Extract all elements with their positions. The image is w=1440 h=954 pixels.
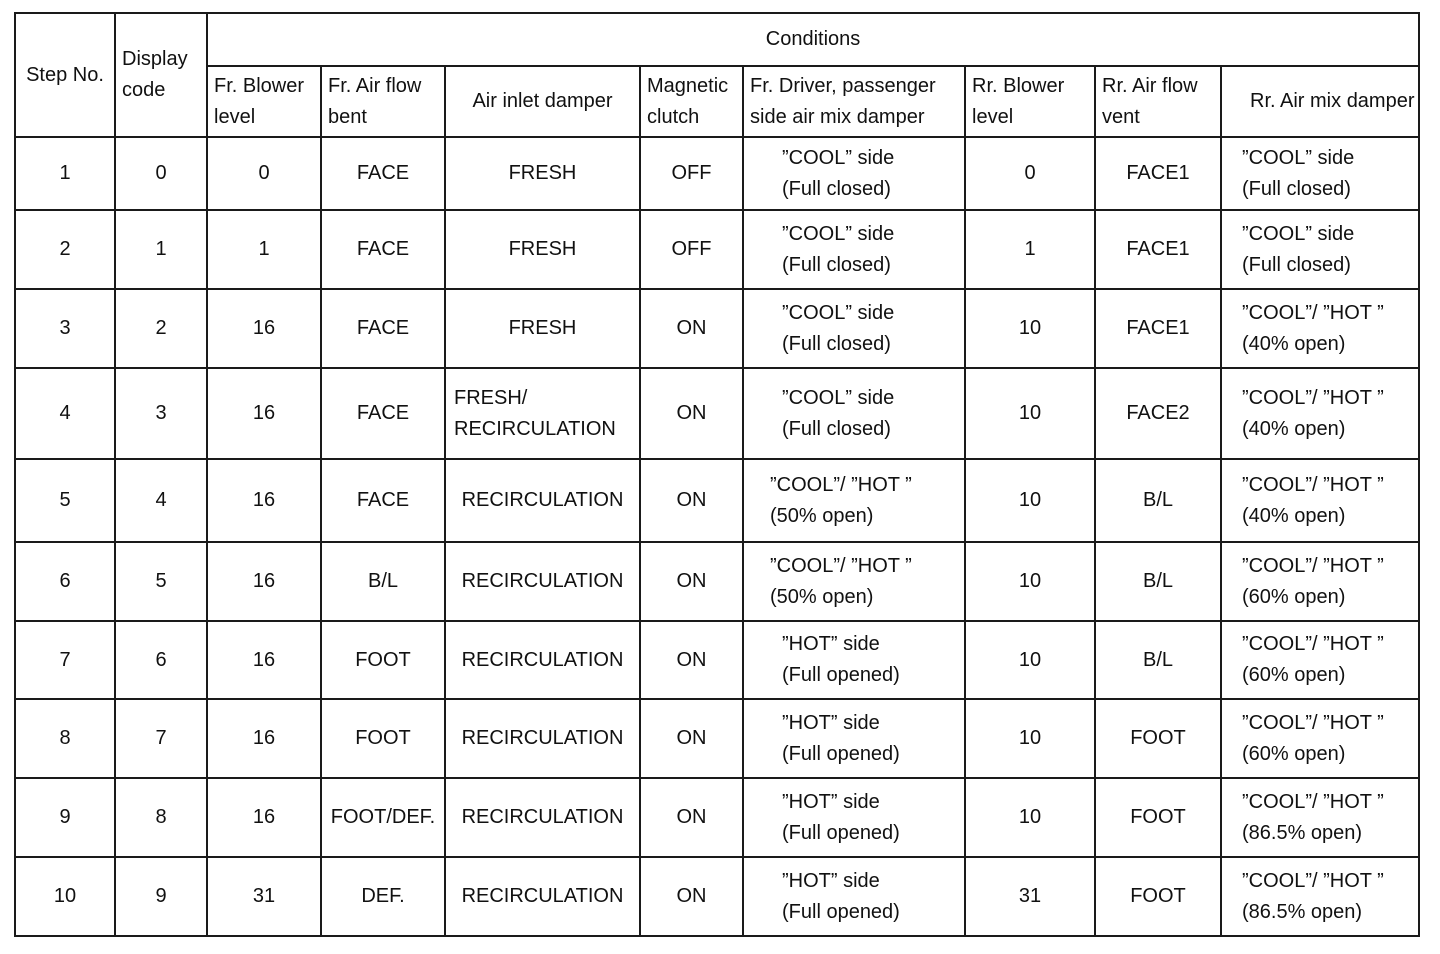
cell-fr-air-mix-damper: ”COOL” side (Full closed) <box>743 368 965 459</box>
cell-magnetic-clutch: ON <box>640 621 743 699</box>
cell-rr-air-flow-vent: B/L <box>1095 459 1221 542</box>
cell-step-no: 4 <box>15 368 115 459</box>
cell-fr-air-flow: FACE <box>321 137 445 210</box>
header-rr-air-mix-damper: Rr. Air mix damper <box>1221 66 1419 137</box>
cell-fr-air-mix-damper: ”COOL” side (Full closed) <box>743 210 965 289</box>
cell-fr-blower-level: 16 <box>207 368 321 459</box>
cell-fr-blower-level: 16 <box>207 778 321 857</box>
cell-step-no: 3 <box>15 289 115 368</box>
cell-air-inlet-damper: RECIRCULATION <box>445 857 640 936</box>
cell-step-no: 5 <box>15 459 115 542</box>
cell-display-code: 5 <box>115 542 207 621</box>
cell-step-no: 9 <box>15 778 115 857</box>
cell-rr-air-flow-vent: FOOT <box>1095 699 1221 778</box>
cell-fr-air-flow: FACE <box>321 459 445 542</box>
cell-rr-blower-level: 10 <box>965 289 1095 368</box>
cell-air-inlet-damper: RECIRCULATION <box>445 778 640 857</box>
cell-rr-air-flow-vent: B/L <box>1095 621 1221 699</box>
header-fr-air-flow-bent: Fr. Air flow bent <box>321 66 445 137</box>
cell-rr-air-flow-vent: B/L <box>1095 542 1221 621</box>
cell-fr-air-mix-damper: ”HOT” side (Full opened) <box>743 621 965 699</box>
header-row-top <box>15 13 1419 66</box>
cell-fr-air-mix-damper: ”HOT” side (Full opened) <box>743 778 965 857</box>
cell-display-code: 8 <box>115 778 207 857</box>
cell-magnetic-clutch: ON <box>640 368 743 459</box>
cell-magnetic-clutch: ON <box>640 778 743 857</box>
cell-fr-air-flow: FACE <box>321 289 445 368</box>
cell-step-no: 10 <box>15 857 115 936</box>
cell-fr-air-flow: FOOT <box>321 621 445 699</box>
table-row <box>15 778 1419 857</box>
cell-rr-blower-level: 10 <box>965 699 1095 778</box>
cell-step-no: 8 <box>15 699 115 778</box>
cell-air-inlet-damper: RECIRCULATION <box>445 621 640 699</box>
cell-fr-air-flow: DEF. <box>321 857 445 936</box>
cell-display-code: 7 <box>115 699 207 778</box>
cell-rr-air-mix-damper: ”COOL” side (Full closed) <box>1221 137 1419 210</box>
cell-step-no: 2 <box>15 210 115 289</box>
cell-fr-blower-level: 16 <box>207 699 321 778</box>
cell-display-code: 4 <box>115 459 207 542</box>
header-fr-blower-level: Fr. Blower level <box>207 66 321 137</box>
cell-rr-air-mix-damper: ”COOL”/ ”HOT ” (40% open) <box>1221 289 1419 368</box>
cell-rr-air-mix-damper: ”COOL”/ ”HOT ” (60% open) <box>1221 699 1419 778</box>
header-fr-air-mix-damper: Fr. Driver, passenger side air mix damper <box>743 66 965 137</box>
cell-display-code: 3 <box>115 368 207 459</box>
cell-rr-air-mix-damper: ”COOL”/ ”HOT ” (60% open) <box>1221 621 1419 699</box>
header-air-inlet-damper: Air inlet damper <box>445 66 640 137</box>
cell-rr-air-mix-damper: ”COOL”/ ”HOT ” (40% open) <box>1221 368 1419 459</box>
cell-fr-blower-level: 0 <box>207 137 321 210</box>
table-row <box>15 857 1419 936</box>
cell-rr-blower-level: 10 <box>965 368 1095 459</box>
cell-air-inlet-damper: RECIRCULATION <box>445 459 640 542</box>
cell-air-inlet-damper: RECIRCULATION <box>445 542 640 621</box>
cell-rr-air-mix-damper: ”COOL”/ ”HOT ” (60% open) <box>1221 542 1419 621</box>
table-row <box>15 699 1419 778</box>
cell-rr-air-flow-vent: FOOT <box>1095 778 1221 857</box>
cell-rr-air-flow-vent: FACE2 <box>1095 368 1221 459</box>
cell-fr-blower-level: 1 <box>207 210 321 289</box>
header-magnetic-clutch: Magnetic clutch <box>640 66 743 137</box>
cell-display-code: 1 <box>115 210 207 289</box>
cell-fr-air-mix-damper: ”COOL” side (Full closed) <box>743 289 965 368</box>
cell-fr-blower-level: 16 <box>207 289 321 368</box>
cell-fr-air-flow: B/L <box>321 542 445 621</box>
header-rr-blower-level: Rr. Blower level <box>965 66 1095 137</box>
cell-rr-blower-level: 10 <box>965 459 1095 542</box>
cell-fr-blower-level: 16 <box>207 542 321 621</box>
cell-step-no: 1 <box>15 137 115 210</box>
cell-air-inlet-damper: FRESH/ RECIRCULATION <box>445 368 640 459</box>
cell-rr-air-mix-damper: ”COOL”/ ”HOT ” (86.5% open) <box>1221 778 1419 857</box>
cell-fr-air-mix-damper: ”HOT” side (Full opened) <box>743 699 965 778</box>
cell-rr-air-flow-vent: FACE1 <box>1095 137 1221 210</box>
cell-step-no: 7 <box>15 621 115 699</box>
cell-magnetic-clutch: ON <box>640 542 743 621</box>
cell-rr-air-flow-vent: FOOT <box>1095 857 1221 936</box>
cell-fr-blower-level: 31 <box>207 857 321 936</box>
header-row-sub <box>15 66 1419 137</box>
table-row <box>15 210 1419 289</box>
cell-rr-blower-level: 0 <box>965 137 1095 210</box>
cell-magnetic-clutch: ON <box>640 289 743 368</box>
cell-fr-air-mix-damper: ”COOL” side (Full closed) <box>743 137 965 210</box>
cell-fr-air-flow: FOOT <box>321 699 445 778</box>
cell-magnetic-clutch: ON <box>640 857 743 936</box>
cell-air-inlet-damper: FRESH <box>445 137 640 210</box>
cell-rr-blower-level: 1 <box>965 210 1095 289</box>
cell-fr-air-flow: FOOT/DEF. <box>321 778 445 857</box>
cell-rr-air-flow-vent: FACE1 <box>1095 289 1221 368</box>
cell-rr-air-flow-vent: FACE1 <box>1095 210 1221 289</box>
cell-display-code: 2 <box>115 289 207 368</box>
cell-display-code: 0 <box>115 137 207 210</box>
cell-step-no: 6 <box>15 542 115 621</box>
table-body <box>15 137 1419 936</box>
cell-fr-air-flow: FACE <box>321 210 445 289</box>
table-row <box>15 459 1419 542</box>
header-rr-air-flow-vent: Rr. Air flow vent <box>1095 66 1221 137</box>
cell-fr-air-flow: FACE <box>321 368 445 459</box>
table-row <box>15 621 1419 699</box>
cell-fr-blower-level: 16 <box>207 621 321 699</box>
cell-fr-air-mix-damper: ”HOT” side (Full opened) <box>743 857 965 936</box>
table-row <box>15 542 1419 621</box>
cell-rr-blower-level: 31 <box>965 857 1095 936</box>
cell-rr-air-mix-damper: ”COOL”/ ”HOT ” (86.5% open) <box>1221 857 1419 936</box>
cell-magnetic-clutch: ON <box>640 699 743 778</box>
cell-rr-blower-level: 10 <box>965 542 1095 621</box>
header-display-code: Display code <box>115 13 207 137</box>
cell-rr-air-mix-damper: ”COOL”/ ”HOT ” (40% open) <box>1221 459 1419 542</box>
header-conditions: Conditions <box>207 13 1419 66</box>
cell-air-inlet-damper: RECIRCULATION <box>445 699 640 778</box>
cell-magnetic-clutch: OFF <box>640 137 743 210</box>
cell-rr-air-mix-damper: ”COOL” side (Full closed) <box>1221 210 1419 289</box>
cell-display-code: 9 <box>115 857 207 936</box>
cell-air-inlet-damper: FRESH <box>445 210 640 289</box>
conditions-table <box>14 12 1420 937</box>
table-row <box>15 137 1419 210</box>
cell-rr-blower-level: 10 <box>965 621 1095 699</box>
table-row <box>15 368 1419 459</box>
cell-fr-blower-level: 16 <box>207 459 321 542</box>
table-row <box>15 289 1419 368</box>
cell-display-code: 6 <box>115 621 207 699</box>
cell-magnetic-clutch: ON <box>640 459 743 542</box>
cell-magnetic-clutch: OFF <box>640 210 743 289</box>
header-step-no: Step No. <box>15 13 115 137</box>
cell-rr-blower-level: 10 <box>965 778 1095 857</box>
cell-fr-air-mix-damper: ”COOL”/ ”HOT ” (50% open) <box>743 542 965 621</box>
cell-fr-air-mix-damper: ”COOL”/ ”HOT ” (50% open) <box>743 459 965 542</box>
cell-air-inlet-damper: FRESH <box>445 289 640 368</box>
